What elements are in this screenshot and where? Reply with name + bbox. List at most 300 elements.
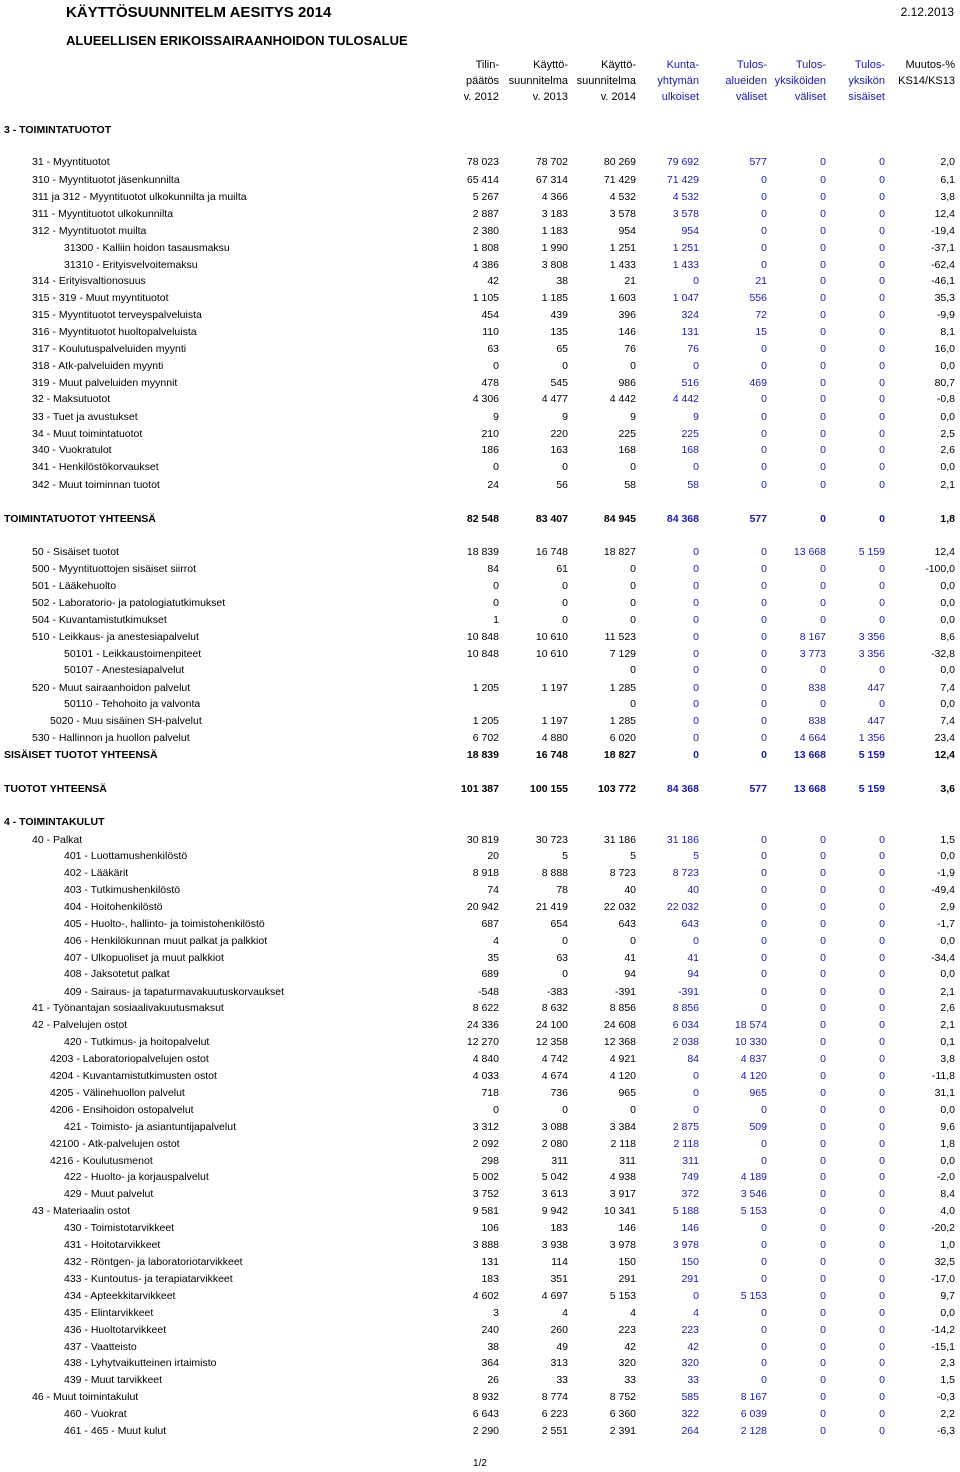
cell-value: 24 100: [535, 1019, 568, 1031]
cell-value: 0: [820, 428, 826, 440]
cell-value: 0: [761, 1357, 767, 1369]
cell-value: 6,1: [940, 174, 955, 186]
cell-value: 4 033: [472, 1070, 499, 1082]
cell-value: 2,6: [940, 444, 955, 456]
cell-value: 0: [562, 935, 568, 947]
cell-value: 94: [687, 968, 699, 980]
row-label: 315 - Myyntituotot terveyspalveluista: [32, 309, 202, 321]
row-label: 50107 - Anestesiapalvelut: [64, 664, 185, 676]
cell-value: -20,2: [931, 1222, 955, 1234]
cell-value: 0,0: [940, 411, 955, 423]
cell-value: 4 837: [740, 1053, 767, 1065]
cell-value: 9,7: [940, 1290, 955, 1302]
cell-value: 3 546: [740, 1188, 767, 1200]
column-header-line: KS14/KS13: [898, 75, 955, 87]
cell-value: 5 267: [472, 191, 499, 203]
table-row: [0, 1034, 960, 1050]
cell-value: 0: [820, 597, 826, 609]
cell-value: 0: [693, 461, 699, 473]
table-row: [0, 1169, 960, 1185]
cell-value: 24: [487, 479, 499, 491]
row-label: 50101 - Leikkaustoimenpiteet: [64, 648, 202, 660]
cell-value: 0: [693, 1070, 699, 1082]
row-label: TUOTOT YHTEENSÄ: [4, 783, 107, 795]
cell-value: 3 978: [672, 1239, 699, 1251]
table-row: [0, 1153, 960, 1169]
cell-value: 5 159: [858, 783, 885, 795]
cell-value: 1,8: [940, 513, 955, 525]
cell-value: 186: [481, 444, 499, 456]
cell-value: 577: [749, 783, 767, 795]
row-label: 430 - Toimistotarvikkeet: [64, 1222, 175, 1234]
row-label: 315 - 319 - Muut myyntituotot: [32, 292, 169, 304]
cell-value: 3 384: [609, 1121, 636, 1133]
row-label: 4206 - Ensihoidon ostopalvelut: [50, 1104, 194, 1116]
table-row: [0, 122, 960, 138]
column-header-line: väliset: [735, 91, 767, 103]
cell-value: 1 047: [672, 292, 699, 304]
cell-value: 2,3: [940, 1357, 955, 1369]
row-label: 342 - Muut toiminnan tuotot: [32, 479, 160, 491]
cell-value: 0: [761, 597, 767, 609]
cell-value: 0: [630, 461, 636, 473]
cell-value: 736: [550, 1087, 568, 1099]
cell-value: 1,5: [940, 834, 955, 846]
cell-value: 1 356: [858, 732, 885, 744]
cell-value: 4 840: [472, 1053, 499, 1065]
cell-value: 0: [820, 225, 826, 237]
row-label: 312 - Myyntituotot muilta: [32, 225, 147, 237]
cell-value: 35: [487, 952, 499, 964]
cell-value: 545: [550, 377, 568, 389]
cell-value: 0: [820, 513, 826, 525]
cell-value: 3 938: [541, 1239, 568, 1251]
page-number: 1/2: [473, 1458, 487, 1469]
cell-value: 9,6: [940, 1121, 955, 1133]
row-label: 439 - Muut tarvikkeet: [64, 1374, 163, 1386]
cell-value: 0: [820, 664, 826, 676]
row-label: 42 - Palvelujen ostot: [32, 1019, 128, 1031]
cell-value: 78: [556, 884, 568, 896]
cell-value: 1 285: [609, 715, 636, 727]
cell-value: 23,4: [934, 732, 955, 744]
cell-value: 20: [487, 850, 499, 862]
cell-value: 58: [624, 479, 636, 491]
cell-value: 0: [879, 259, 885, 271]
cell-value: 0: [820, 208, 826, 220]
cell-value: 8 856: [672, 1002, 699, 1014]
table-row: [0, 1389, 960, 1405]
cell-value: 79 692: [666, 156, 699, 168]
cell-value: 183: [550, 1222, 568, 1234]
cell-value: 2 391: [609, 1425, 636, 1437]
cell-value: 13 668: [793, 749, 826, 761]
cell-value: 2 128: [740, 1425, 767, 1437]
cell-value: 5 153: [740, 1205, 767, 1217]
cell-value: 0: [820, 343, 826, 355]
cell-value: 0: [630, 935, 636, 947]
cell-value: -548: [477, 986, 499, 998]
cell-value: 0: [820, 968, 826, 980]
cell-value: 4: [562, 1307, 568, 1319]
cell-value: 0: [820, 1374, 826, 1386]
cell-value: 1,8: [940, 1138, 955, 1150]
cell-value: 509: [749, 1121, 767, 1133]
cell-value: 0: [879, 952, 885, 964]
cell-value: 16 748: [535, 749, 568, 761]
cell-value: 3,8: [940, 191, 955, 203]
table-row: [0, 290, 960, 306]
cell-value: 0: [879, 1290, 885, 1302]
cell-value: 15: [755, 326, 767, 338]
cell-value: 0: [761, 968, 767, 980]
cell-value: 0: [879, 156, 885, 168]
row-label: 461 - 465 - Muut kulut: [64, 1425, 167, 1437]
cell-value: 0: [820, 377, 826, 389]
cell-value: 0: [761, 732, 767, 744]
cell-value: 3 356: [858, 631, 885, 643]
cell-value: -34,4: [931, 952, 955, 964]
cell-value: 0: [761, 563, 767, 575]
cell-value: 0: [879, 275, 885, 287]
row-label: 50110 - Tehohoito ja valvonta: [64, 698, 201, 710]
cell-value: 0: [630, 698, 636, 710]
cell-value: 0: [879, 901, 885, 913]
column-header-line: Tulos-: [736, 59, 767, 71]
cell-value: 0: [820, 156, 826, 168]
row-label: 433 - Kuntoutus- ja terapiatarvikkeet: [64, 1273, 233, 1285]
cell-value: 0: [820, 1273, 826, 1285]
row-label: 402 - Lääkärit: [64, 867, 129, 879]
cell-value: 4 386: [472, 259, 499, 271]
cell-value: 4: [693, 1307, 699, 1319]
cell-value: 84: [487, 563, 499, 575]
cell-value: 291: [618, 1273, 636, 1285]
row-label: 408 - Jaksotetut palkat: [64, 968, 170, 980]
cell-value: 8 918: [472, 867, 499, 879]
cell-value: 0: [693, 597, 699, 609]
cell-value: 0: [879, 174, 885, 186]
cell-value: 6 223: [541, 1408, 568, 1420]
document-title: KÄYTTÖSUUNNITELM AESITYS 2014: [66, 4, 332, 21]
cell-value: 0: [820, 1053, 826, 1065]
cell-value: 0: [820, 1104, 826, 1116]
cell-value: 0: [820, 1002, 826, 1014]
cell-value: 0: [820, 360, 826, 372]
cell-value: 9: [630, 411, 636, 423]
cell-value: 240: [481, 1324, 499, 1336]
row-label: 4 - TOIMINTAKULUT: [4, 816, 105, 828]
cell-value: 0: [820, 1256, 826, 1268]
cell-value: 10 610: [535, 648, 568, 660]
table-row: [0, 307, 960, 323]
cell-value: 8,1: [940, 326, 955, 338]
cell-value: 3 578: [672, 208, 699, 220]
cell-value: 0: [761, 1104, 767, 1116]
row-label: 404 - Hoitohenkilöstö: [64, 901, 163, 913]
cell-value: 38: [487, 1341, 499, 1353]
table-row: [0, 814, 960, 830]
cell-value: 1 433: [609, 259, 636, 271]
cell-value: 0: [879, 208, 885, 220]
cell-value: 2 875: [672, 1121, 699, 1133]
table-row: [0, 1372, 960, 1388]
cell-value: 12 270: [466, 1036, 499, 1048]
cell-value: 0: [693, 275, 699, 287]
cell-value: 0: [761, 1002, 767, 1014]
cell-value: 0: [879, 1036, 885, 1048]
row-label: 40 - Palkat: [32, 834, 83, 846]
cell-value: 10 848: [466, 648, 499, 660]
cell-value: 42: [687, 1341, 699, 1353]
cell-value: 1 183: [541, 225, 568, 237]
cell-value: 0: [879, 1374, 885, 1386]
cell-value: 4 477: [541, 393, 568, 405]
cell-value: 838: [808, 715, 826, 727]
cell-value: 351: [550, 1273, 568, 1285]
cell-value: -391: [614, 986, 636, 998]
cell-value: 0: [693, 698, 699, 710]
cell-value: 0: [820, 1222, 826, 1234]
cell-value: 5 159: [858, 546, 885, 558]
row-label: 32 - Maksutuotot: [32, 393, 111, 405]
cell-value: 0: [879, 377, 885, 389]
column-header-line: Käyttö-: [533, 59, 568, 71]
cell-value: 0: [761, 1155, 767, 1167]
cell-value: 0: [879, 326, 885, 338]
cell-value: 0: [820, 1324, 826, 1336]
column-header-line: v. 2012: [463, 91, 499, 103]
cell-value: 35,3: [934, 292, 955, 304]
cell-value: 2 887: [472, 208, 499, 220]
cell-value: 0: [820, 986, 826, 998]
cell-value: 223: [618, 1324, 636, 1336]
column-header-line: väliset: [794, 91, 826, 103]
cell-value: 12,4: [934, 749, 955, 761]
table-row: [0, 882, 960, 898]
cell-value: 135: [550, 326, 568, 338]
cell-value: 4,0: [940, 1205, 955, 1217]
row-label: 520 - Muut sairaanhoidon palvelut: [32, 682, 191, 694]
table-row: [0, 223, 960, 239]
cell-value: -0,3: [936, 1391, 955, 1403]
cell-value: 0,0: [940, 850, 955, 862]
row-label: 510 - Leikkaus- ja anestesiapalvelut: [32, 631, 199, 643]
cell-value: 291: [681, 1273, 699, 1285]
row-label: 403 - Tutkimushenkilöstö: [64, 884, 181, 896]
cell-value: -0,8: [936, 393, 955, 405]
document-subtitle: ALUEELLISEN ERIKOISSAIRAANHOIDON TULOSALUE: [66, 33, 408, 48]
cell-value: 718: [481, 1087, 499, 1099]
cell-value: 0: [820, 867, 826, 879]
cell-value: 2,1: [940, 986, 955, 998]
column-header: [865, 57, 955, 89]
cell-value: 0: [820, 191, 826, 203]
cell-value: 0: [630, 360, 636, 372]
cell-value: 2,1: [940, 479, 955, 491]
cell-value: 0: [693, 580, 699, 592]
cell-value: 454: [481, 309, 499, 321]
cell-value: 0: [879, 191, 885, 203]
cell-value: 0: [761, 850, 767, 862]
cell-value: 0: [761, 444, 767, 456]
row-label: 41 - Työnantajan sosiaalivakuutusmaksut: [32, 1002, 224, 1014]
cell-value: 0: [493, 1104, 499, 1116]
cell-value: 0: [820, 242, 826, 254]
row-label: 406 - Henkilökunnan muut palkat ja palkkiot: [64, 935, 268, 947]
cell-value: 5: [562, 850, 568, 862]
table-row: [0, 1355, 960, 1371]
cell-value: 16,0: [934, 343, 955, 355]
cell-value: 4 697: [541, 1290, 568, 1302]
table-row: [0, 1322, 960, 1338]
row-label: 429 - Muut palvelut: [64, 1188, 154, 1200]
row-label: 434 - Apteekkitarvikkeet: [64, 1290, 176, 1302]
cell-value: 0: [820, 411, 826, 423]
cell-value: 8 723: [672, 867, 699, 879]
cell-value: 3 312: [472, 1121, 499, 1133]
cell-value: 5: [693, 850, 699, 862]
cell-value: 16 748: [535, 546, 568, 558]
cell-value: 0: [761, 749, 767, 761]
cell-value: 0: [820, 935, 826, 947]
cell-value: 8 632: [541, 1002, 568, 1014]
cell-value: 0: [820, 1155, 826, 1167]
row-label: SISÄISET TUOTOT YHTEENSÄ: [4, 749, 158, 761]
table-row: [0, 848, 960, 864]
cell-value: 0: [879, 1138, 885, 1150]
cell-value: 0: [820, 259, 826, 271]
cell-value: 12,4: [934, 208, 955, 220]
row-label: 31310 - Erityisvelvoitemaksu: [64, 259, 198, 271]
cell-value: 0: [761, 580, 767, 592]
cell-value: 1 285: [609, 682, 636, 694]
cell-value: 0: [630, 597, 636, 609]
table-row: [0, 781, 960, 797]
cell-value: 516: [681, 377, 699, 389]
cell-value: 225: [681, 428, 699, 440]
cell-value: 82 548: [466, 513, 499, 525]
cell-value: 12 368: [603, 1036, 636, 1048]
cell-value: 0: [693, 715, 699, 727]
cell-value: -11,8: [931, 1070, 955, 1082]
cell-value: 18 839: [466, 749, 499, 761]
cell-value: 10 610: [535, 631, 568, 643]
cell-value: 3: [493, 1307, 499, 1319]
cell-value: 0: [761, 1222, 767, 1234]
cell-value: 0: [630, 580, 636, 592]
cell-value: 0: [879, 867, 885, 879]
cell-value: 4 742: [541, 1053, 568, 1065]
cell-value: 0,1: [940, 1036, 955, 1048]
table-row: [0, 662, 960, 678]
cell-value: 101 387: [461, 783, 499, 795]
cell-value: 6 643: [472, 1408, 499, 1420]
table-row: [0, 713, 960, 729]
cell-value: 4 189: [740, 1171, 767, 1183]
cell-value: 0: [879, 444, 885, 456]
cell-value: 0: [879, 1121, 885, 1133]
cell-value: 0: [820, 1036, 826, 1048]
cell-value: 3 888: [472, 1239, 499, 1251]
cell-value: 38: [556, 275, 568, 287]
cell-value: 5 042: [541, 1171, 568, 1183]
row-label: 436 - Huoltotarvikkeet: [64, 1324, 167, 1336]
cell-value: 0: [693, 749, 699, 761]
cell-value: 264: [681, 1425, 699, 1437]
cell-value: 0: [879, 1222, 885, 1234]
cell-value: 0: [761, 174, 767, 186]
cell-value: 10 848: [466, 631, 499, 643]
cell-value: 0: [693, 546, 699, 558]
row-label: 318 - Atk-palveluiden myynti: [32, 360, 164, 372]
cell-value: 4 921: [609, 1053, 636, 1065]
cell-value: 1 105: [472, 292, 499, 304]
cell-value: 78 023: [466, 156, 499, 168]
cell-value: 3,6: [940, 783, 955, 795]
cell-value: 0: [562, 614, 568, 626]
row-label: 4216 - Koulutusmenot: [50, 1155, 153, 1167]
table-row: [0, 696, 960, 712]
cell-value: 0: [820, 292, 826, 304]
cell-value: 183: [481, 1273, 499, 1285]
cell-value: 18 827: [603, 749, 636, 761]
cell-value: 0: [820, 444, 826, 456]
cell-value: 0: [879, 309, 885, 321]
cell-value: 0: [879, 343, 885, 355]
cell-value: 0: [761, 191, 767, 203]
cell-value: 0: [693, 682, 699, 694]
cell-value: 3 752: [472, 1188, 499, 1200]
column-header-line: suunnitelma: [576, 75, 636, 87]
table-row: [0, 409, 960, 425]
column-header-line: suunnitelma: [508, 75, 568, 87]
cell-value: 0: [693, 935, 699, 947]
cell-value: 6 039: [740, 1408, 767, 1420]
cell-value: 3 088: [541, 1121, 568, 1133]
cell-value: 0: [820, 884, 826, 896]
cell-value: 0: [761, 393, 767, 405]
cell-value: 320: [618, 1357, 636, 1369]
cell-value: 0: [761, 952, 767, 964]
cell-value: 0: [761, 225, 767, 237]
cell-value: 74: [487, 884, 499, 896]
cell-value: 32,5: [934, 1256, 955, 1268]
cell-value: 0: [562, 461, 568, 473]
cell-value: 0: [879, 1408, 885, 1420]
cell-value: 0: [879, 292, 885, 304]
cell-value: 0: [879, 411, 885, 423]
cell-value: 0: [879, 1425, 885, 1437]
cell-value: 0: [879, 1104, 885, 1116]
cell-value: 0,0: [940, 935, 955, 947]
cell-value: 8 856: [609, 1002, 636, 1014]
cell-value: 61: [556, 563, 568, 575]
column-header-line: Tilin-: [475, 59, 499, 71]
cell-value: 313: [550, 1357, 568, 1369]
cell-value: 0: [879, 1324, 885, 1336]
cell-value: 0: [761, 343, 767, 355]
cell-value: 21: [624, 275, 636, 287]
row-label: TOIMINTATUOTOT YHTEENSÄ: [4, 513, 156, 525]
cell-value: 0: [562, 597, 568, 609]
cell-value: 0: [820, 1408, 826, 1420]
cell-value: 8 888: [541, 867, 568, 879]
cell-value: 22 032: [666, 901, 699, 913]
cell-value: 0: [761, 867, 767, 879]
column-header-line: yksikön: [848, 75, 885, 87]
row-label: 5020 - Muu sisäinen SH-palvelut: [50, 715, 202, 727]
